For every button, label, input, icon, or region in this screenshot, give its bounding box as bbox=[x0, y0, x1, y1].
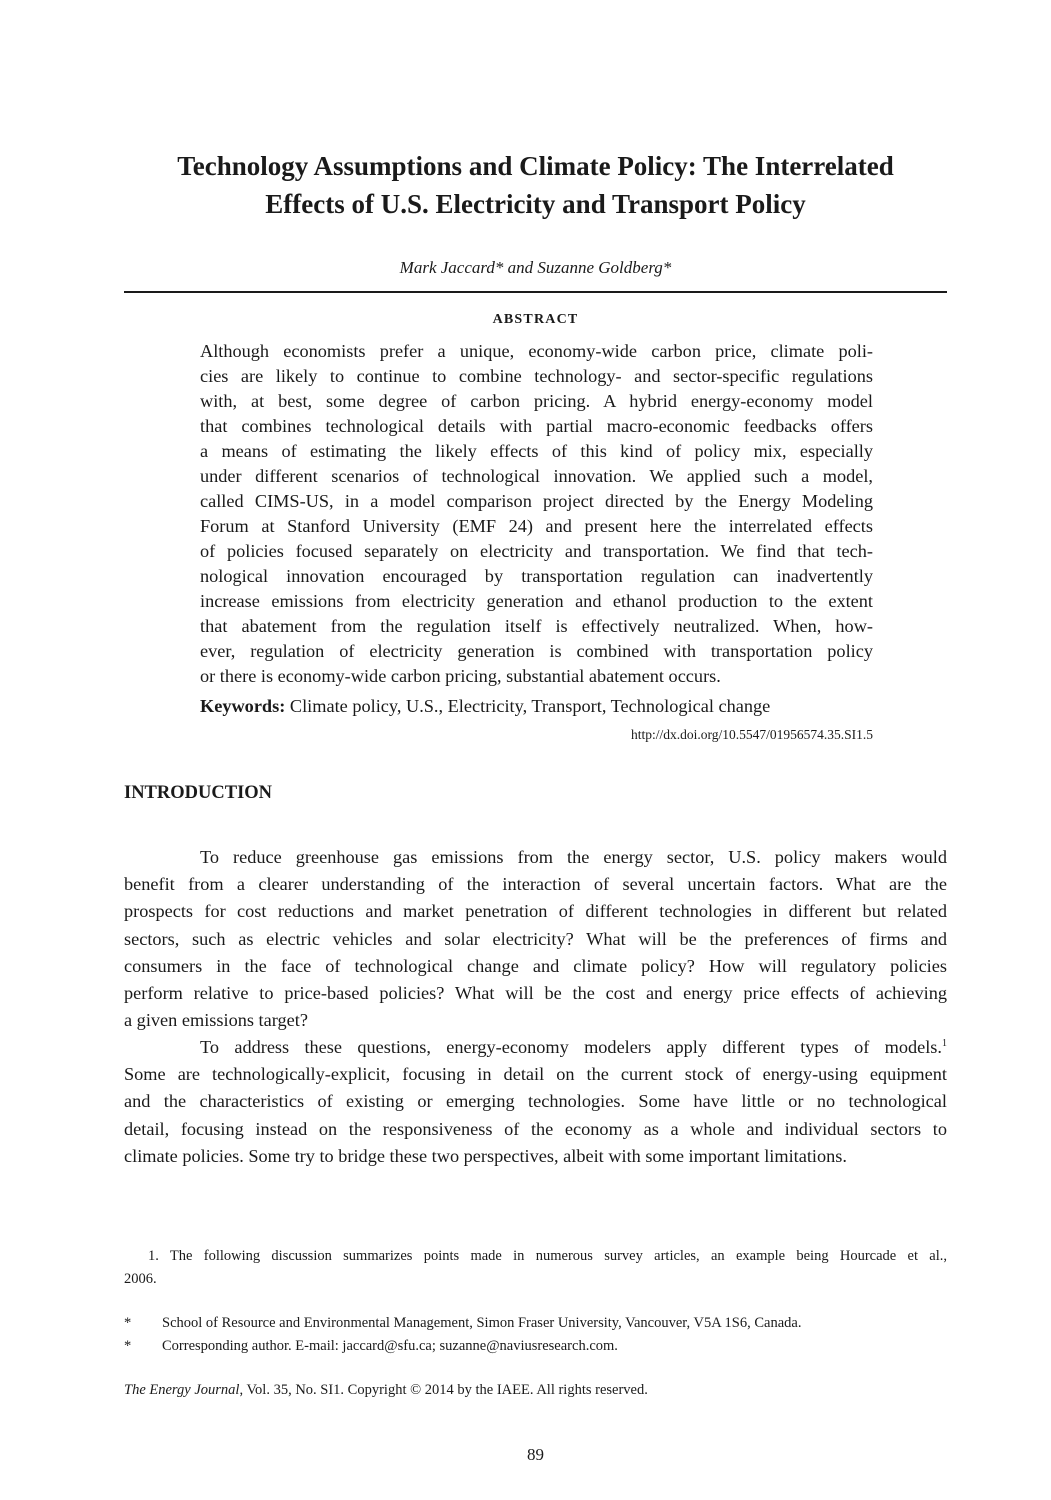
body-line: sectors, such as electric vehicles and solar electricity? What will be the preferences of firms and bbox=[124, 928, 947, 949]
title-divider bbox=[124, 291, 947, 293]
affiliation-note bbox=[124, 1312, 947, 1335]
body-line: Some are technologically-explicit, focusing in detail on the current stock of energy-using equipment bbox=[124, 1064, 947, 1085]
affiliation-marker: * bbox=[124, 1315, 132, 1331]
journal-name: The Energy Journal bbox=[124, 1382, 240, 1398]
body-line: benefit from a clearer understanding of the interaction of several uncertain factors. What are the bbox=[124, 874, 947, 895]
corresponding-author-note bbox=[124, 1335, 947, 1358]
doi-link[interactable]: http://dx.doi.org/10.5547/01956574.35.SI1.5 bbox=[630, 727, 873, 742]
keywords-list: Climate policy, U.S., Electricity, Transport, Technological change bbox=[289, 696, 771, 716]
abstract-heading: ABSTRACT bbox=[492, 312, 579, 327]
affiliation-text: School of Resource and Environmental Management, Simon Fraser University, Vancouver, V5A 1S6, Canada. bbox=[162, 1315, 802, 1331]
footnote-reference[interactable]: 1 bbox=[942, 1037, 947, 1049]
paper-title-line-1: Technology Assumptions and Climate Policy: The Interrelated bbox=[177, 151, 894, 181]
abstract-line: a means of estimating the likely effects of this kind of policy mix, especially bbox=[200, 441, 873, 461]
footnote-1 bbox=[124, 1245, 947, 1291]
abstract-line: of policies focused separately on electricity and transportation. We find that tech- bbox=[200, 541, 873, 561]
body-line: a given emissions target? bbox=[124, 1010, 308, 1031]
body-line: prospects for cost reductions and market penetration of different technologies in different but related bbox=[124, 901, 947, 922]
body-line: perform relative to price-based policies? What will be the cost and energy price effects of achieving bbox=[124, 983, 947, 1004]
journal-details: , Vol. 35, No. SI1. Copyright © 2014 by the IAEE. All rights reserved. bbox=[239, 1382, 648, 1398]
keywords bbox=[200, 694, 873, 719]
abstract-line: increase emissions from electricity generation and ethanol production to the extent bbox=[200, 591, 873, 611]
abstract-line: or there is economy-wide carbon pricing, substantial abatement occurs. bbox=[200, 666, 721, 686]
body-line-text: To address these questions, energy-economy modelers apply different types of models. bbox=[200, 1037, 942, 1057]
abstract-line: under different scenarios of technological innovation. We applied such a model, bbox=[200, 466, 873, 486]
section-heading-introduction: INTRODUCTION bbox=[124, 783, 273, 803]
footnote-line: 1. The following discussion summarizes points made in numerous survey articles, an example being Hourcade et al., bbox=[148, 1248, 947, 1264]
abstract-line: Forum at Stanford University (EMF 24) and present here the interrelated effects bbox=[200, 516, 873, 536]
affiliation-marker: * bbox=[124, 1338, 132, 1354]
abstract-line: ever, regulation of electricity generation is combined with transportation policy bbox=[200, 641, 873, 661]
abstract-line: cies are likely to continue to combine technology- and sector-specific regulations bbox=[200, 366, 873, 386]
body-line: detail, focusing instead on the responsiveness of the economy as a whole and individual sectors to bbox=[124, 1118, 947, 1139]
paper-title bbox=[100, 147, 971, 223]
abstract-line: nological innovation encouraged by transportation regulation can inadvertently bbox=[200, 566, 873, 586]
body-line: climate policies. Some try to bridge these two perspectives, albeit with some important limitations. bbox=[124, 1145, 847, 1166]
footnote-line: 2006. bbox=[124, 1271, 157, 1287]
keywords-label: Keywords: bbox=[200, 696, 286, 716]
journal-citation bbox=[124, 1382, 648, 1399]
page-number: 89 bbox=[527, 1445, 544, 1464]
abstract-text bbox=[200, 339, 873, 689]
intro-paragraph-2 bbox=[124, 1034, 947, 1170]
body-line bbox=[124, 1034, 947, 1061]
abstract-line: called CIMS-US, in a model comparison project directed by the Energy Modeling bbox=[200, 491, 873, 511]
abstract-line: with, at best, some degree of carbon pricing. A hybrid energy-economy model bbox=[200, 391, 873, 411]
abstract-line: that combines technological details with partial macro-economic feedbacks offers bbox=[200, 416, 873, 436]
corresponding-author-text: Corresponding author. E-mail: jaccard@sfu.ca; suzanne@naviusresearch.com. bbox=[162, 1338, 618, 1354]
paper-title-line-2: Effects of U.S. Electricity and Transport Policy bbox=[265, 189, 806, 219]
author-list: Mark Jaccard* and Suzanne Goldberg* bbox=[399, 258, 672, 277]
body-line: To reduce greenhouse gas emissions from the energy sector, U.S. policy makers would bbox=[200, 847, 947, 867]
body-line: and the characteristics of existing or emerging technologies. Some have little or no technological bbox=[124, 1091, 947, 1112]
intro-paragraph-1 bbox=[124, 844, 947, 1034]
abstract-line: Although economists prefer a unique, economy-wide carbon price, climate poli- bbox=[200, 341, 873, 361]
abstract-line: that abatement from the regulation itself is effectively neutralized. When, how- bbox=[200, 616, 873, 636]
body-line: consumers in the face of technological change and climate policy? How will regulatory policies bbox=[124, 955, 947, 976]
